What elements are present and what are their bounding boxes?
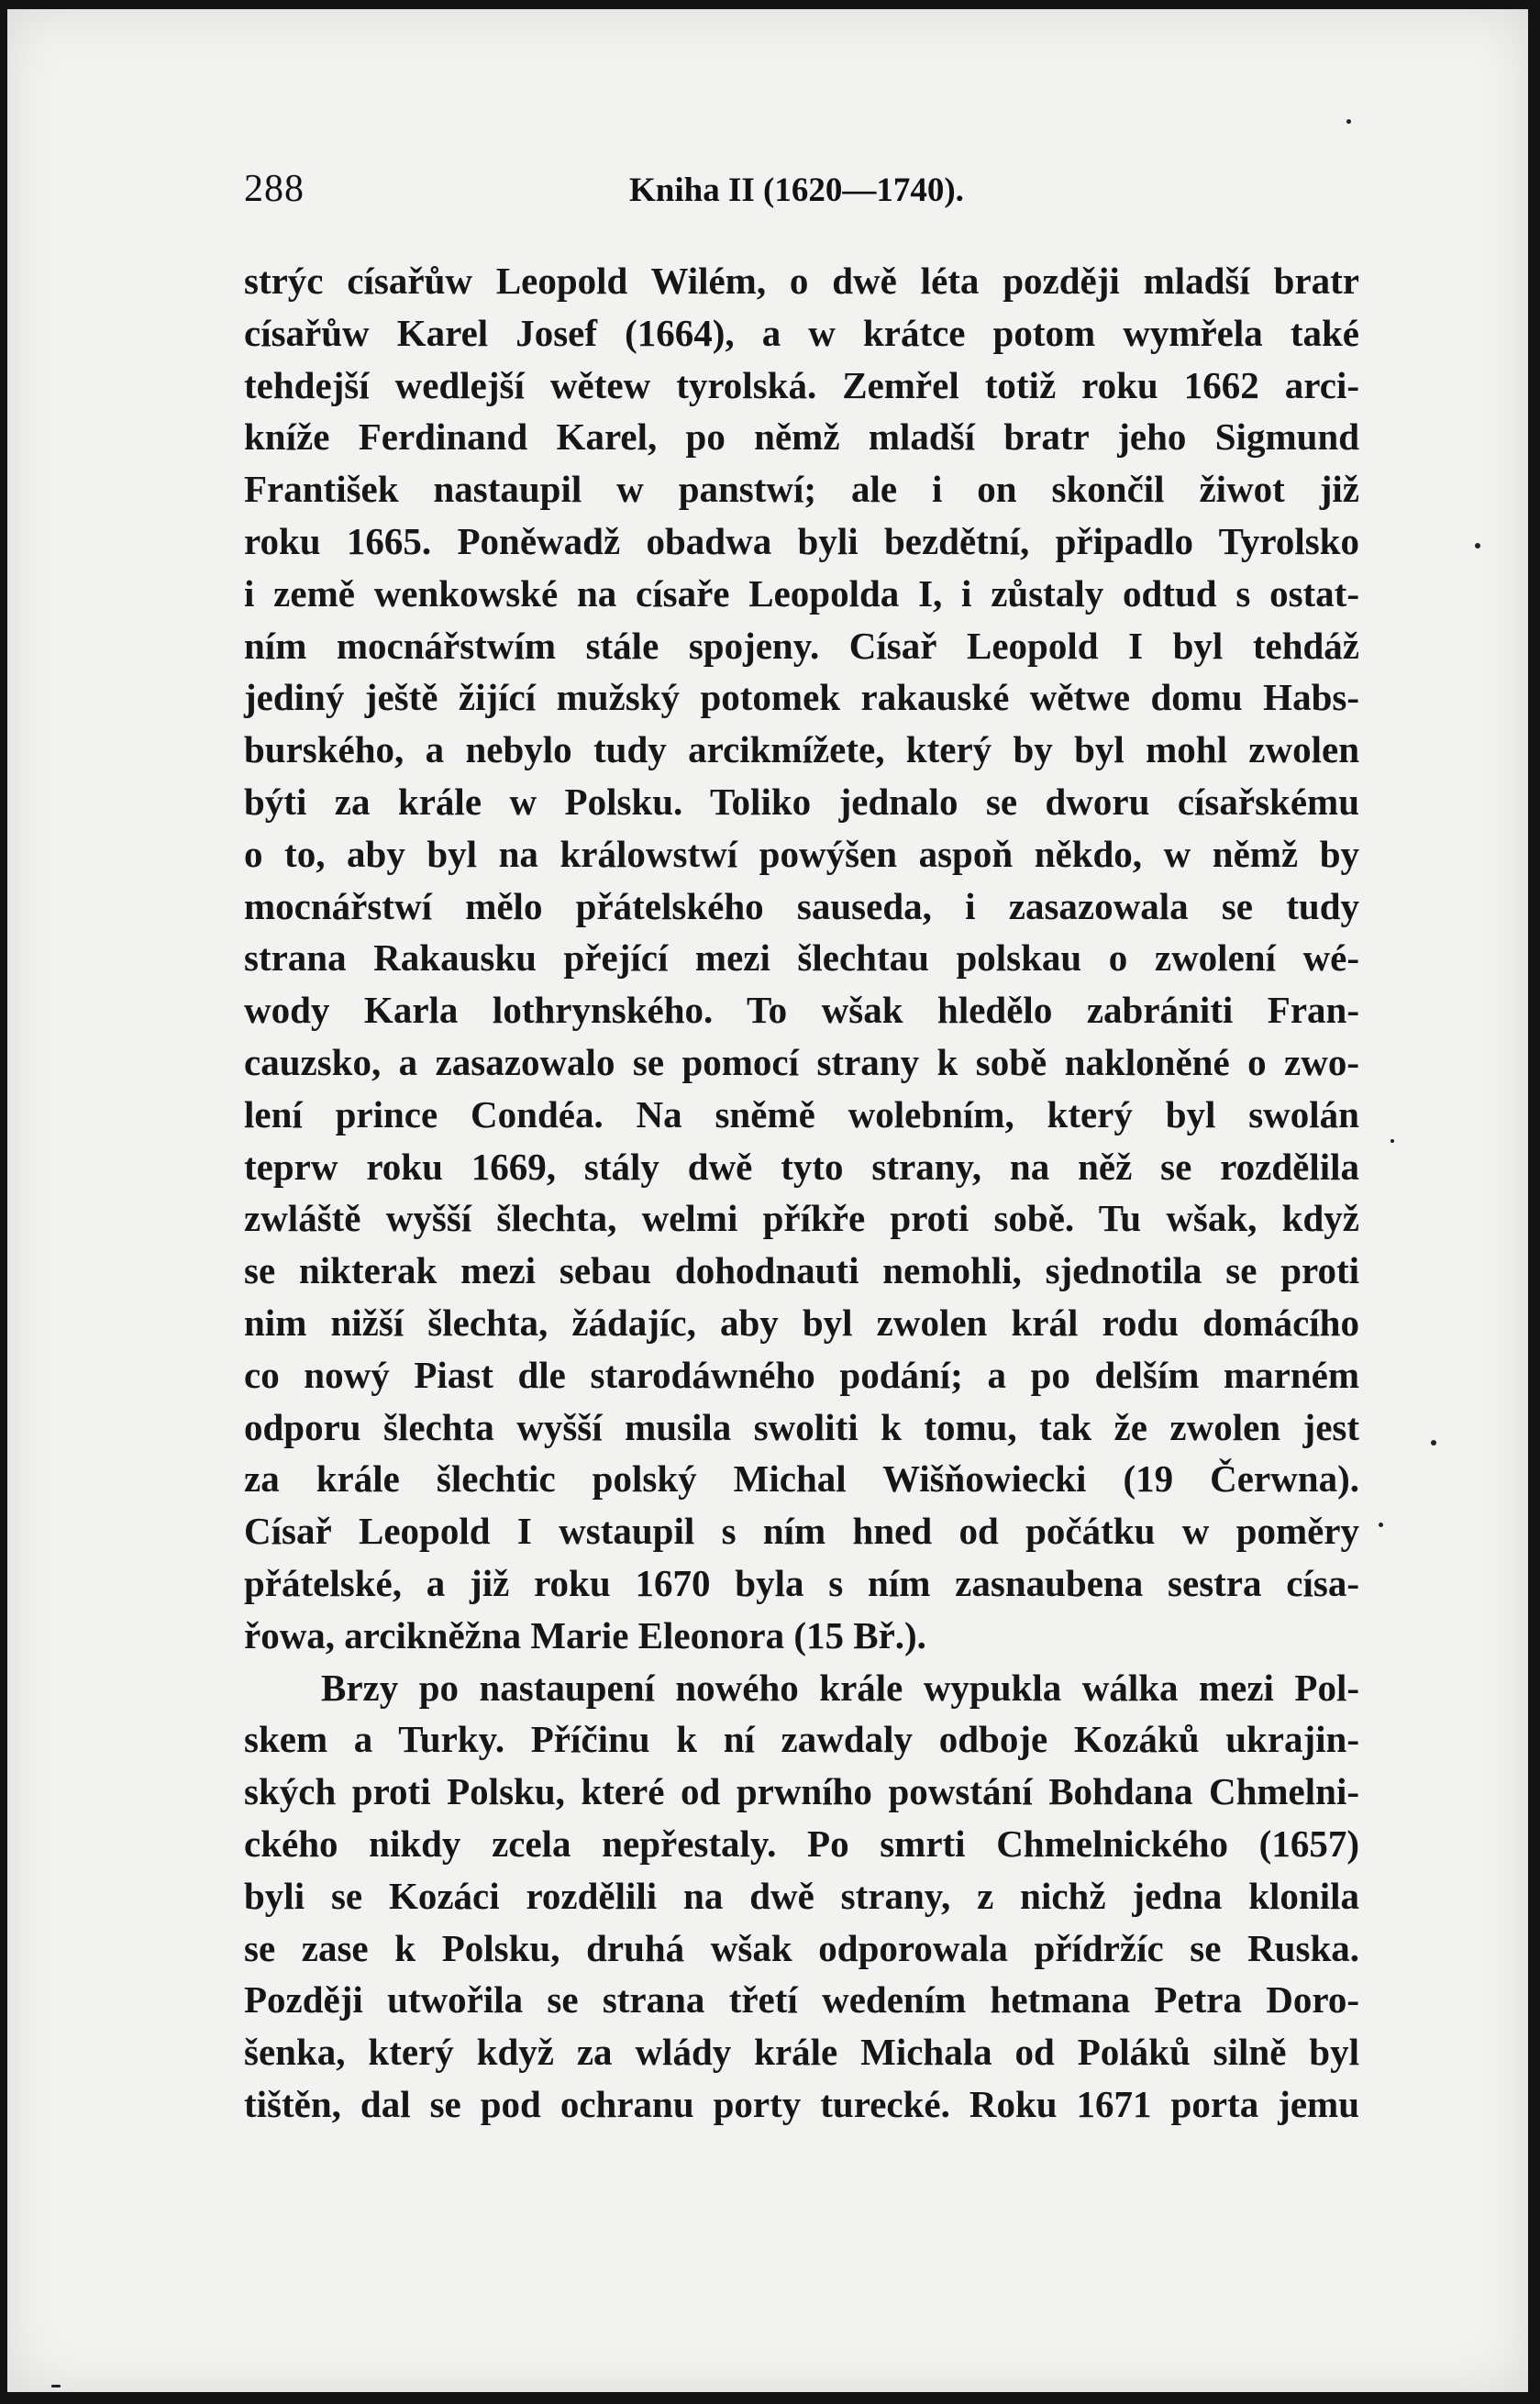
text-line: lení prince Condéa. Na sněmě wolebním, který byl swolán [244,1092,1359,1136]
text-line: teprw roku 1669, stály dwě tyto strany, na něž se rozdělila [244,1145,1359,1188]
text-line: přátelské, a již roku 1670 byla s ním zasnaubena sestra císa- [244,1561,1359,1604]
page-header [244,167,978,222]
text-line: wody Karla lothrynského. To wšak hledělo zabrániti Fran- [244,989,1359,1032]
text-line: o to, aby byl na králowstwí powýšen aspoň někdo, w němž by [244,832,1359,875]
text-line: šenka, který když za wlády krále Michala od Poláků silně byl [244,2031,1359,2074]
scan-speck [1346,119,1351,124]
scan-speck [1431,1440,1436,1446]
scan-speck [1379,1523,1383,1527]
text-line: císařůw Karel Josef (1664), a w krátce potom wymřela také [244,311,1359,354]
text-line: býti za krále w Polsku. Toliko jednalo se dworu císařskému [244,780,1359,823]
text-line: skem a Turky. Příčinu k ní zawdaly odboje Kozáků ukrajin- [244,1718,1359,1761]
text-line: burského, a nebylo tudy arcikmížete, který by byl mohl zwolen [244,728,1359,771]
text-line: Později utwořila se strana třetí wedením hetmana Petra Doro- [244,1978,1359,2022]
text-line: mocnářstwí mělo přátelského sauseda, i zasazowala se tudy [244,884,1359,927]
text-line: roku 1665. Poněwadž obadwa byli bezdětní, připadlo Tyrolsko [244,519,1359,562]
text-line: ckého nikdy zcela nepřestaly. Po smrti Chmelnického (1657) [244,1822,1359,1865]
text-line: i země wenkowské na císaře Leopolda I, i zůstaly odtud s ostat- [244,571,1359,615]
text-line: strana Rakausku přející mezi šlechtau polskau o zwolení wé- [244,936,1359,980]
text-line: odporu šlechta wyšší musila swoliti k tomu, tak že zwolen jest [244,1405,1359,1448]
text-line: řowa, arcikněžna Marie Eleonora (15 Bř.). [244,1613,926,1656]
page-number: 288 [244,168,305,210]
text-line: kníže Ferdinand Karel, po němž mladší bratr jeho Sigmund [244,415,1359,459]
scan-speck [1475,543,1480,548]
text-line: tehdejší wedlejší wětew tyrolská. Zemřel totiž roku 1662 arci- [244,363,1359,406]
text-line: tištěn, dal se pod ochranu porty turecké. Roku 1671 porta jemu [244,2082,1359,2125]
running-head: Kniha II (1620—1740). [629,172,964,209]
text-line: se nikterak mezi sebau dohodnauti nemohli, sjednotila se proti [244,1249,1359,1292]
scan-speck [51,2385,61,2387]
text-line: se zase k Polsku, druhá wšak odporowala přídržíc se Ruska. [244,1926,1359,1969]
text-line: cauzsko, a zasazowalo se pomocí strany k sobě nakloněné o zwo- [244,1040,1359,1083]
scan-speck [1390,1139,1394,1143]
text-line: Císař Leopold I wstaupil s ním hned od počátku w poměry [244,1510,1359,1553]
text-line: nim nižší šlechta, žádajíc, aby byl zwolen král rodu domácího [244,1301,1359,1344]
text-line: za krále šlechtic polský Michal Wišňowiecki (19 Čerwna). [244,1457,1359,1501]
text-line: ských proti Polsku, které od prwního powstání Bohdana Chmelni- [244,1770,1359,1813]
text-line: byli se Kozáci rozdělili na dwě strany, z nichž jedna klonila [244,1874,1359,1917]
body-text [244,255,1359,2131]
text-line: co nowý Piast dle starodáwného podání; a po delším marném [244,1353,1359,1396]
paragraph [244,255,1359,1662]
text-line: zwláště wyšší šlechta, welmi příkře proti sobě. Tu wšak, když [244,1197,1359,1240]
book-page [7,9,1528,2392]
text-line: František nastaupil w panstwí; ale i on skončil žiwot již [244,468,1359,511]
text-line: strýc císařůw Leopold Wilém, o dwě léta později mladší bratr [244,260,1359,302]
paragraph [244,1662,1359,2131]
text-line: Brzy po nastaupení nowého krále wypukla wálka mezi Pol- [321,1666,1359,1709]
text-line: ním mocnářstwím stále spojeny. Císař Leopold I byl tehdáž [244,624,1359,667]
text-line: jediný ještě žijící mužský potomek rakauské wětwe domu Habs- [244,676,1359,719]
